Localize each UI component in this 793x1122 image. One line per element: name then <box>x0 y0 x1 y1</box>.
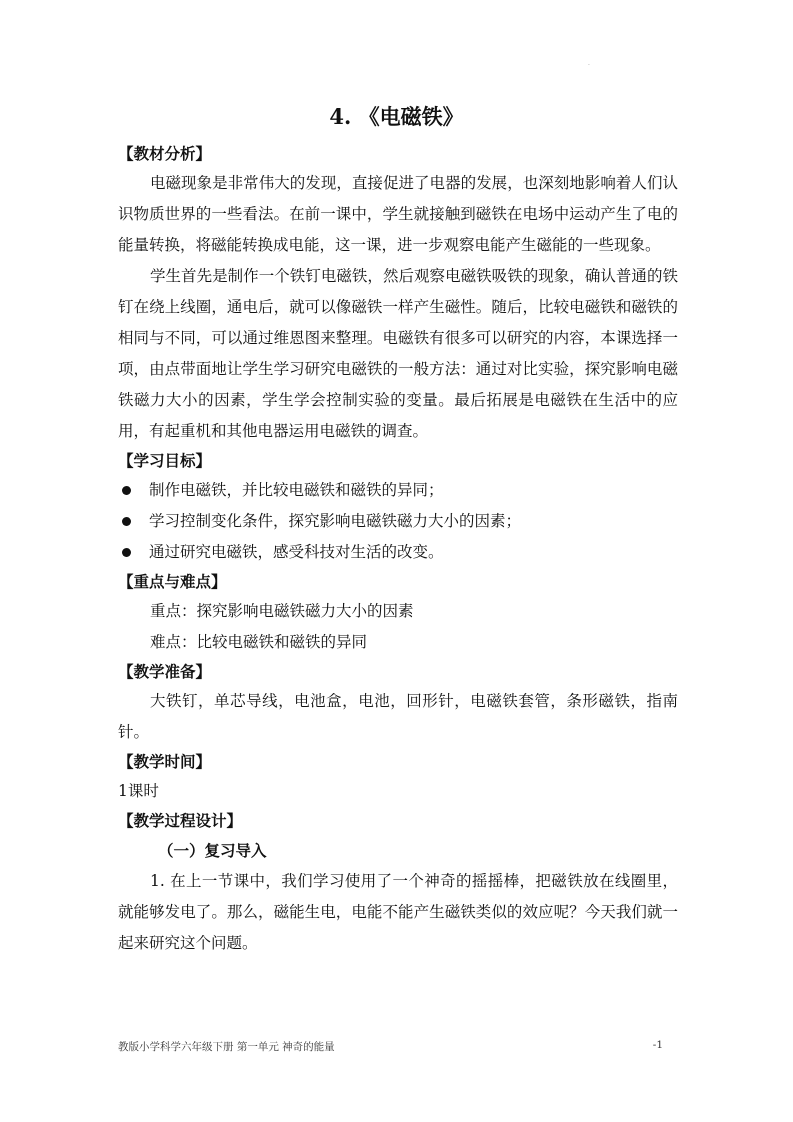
process-subheading: （一）复习导入 <box>158 841 267 860</box>
goals-heading: 【学习目标】 <box>118 451 212 470</box>
page-number: -1 <box>652 1039 663 1051</box>
process-heading: 【教学过程设计】 <box>118 811 243 830</box>
bullet-icon <box>122 517 131 526</box>
preparation-text: 大铁钉，单芯导线，电池盒，电池，回形针，电磁铁套管，条形磁铁，指南针。 <box>118 692 678 741</box>
time-heading: 【教学时间】 <box>118 752 212 771</box>
difficult-point: 难点：比较电磁铁和磁铁的异同 <box>150 633 368 651</box>
page-title: 4. 《电磁铁》 <box>329 104 464 129</box>
analysis-heading: 【教材分析】 <box>118 144 212 163</box>
key-point: 重点：探究影响电磁铁磁力大小的因素 <box>150 602 414 620</box>
bullet-icon <box>122 548 131 557</box>
time-text: 1课时 <box>118 782 159 800</box>
goal-text: 学习控制变化条件，探究影响电磁铁磁力大小的因素； <box>149 512 522 530</box>
header-mark: · <box>588 62 590 69</box>
goal-item <box>118 506 678 537</box>
goal-item <box>118 475 678 506</box>
bullet-icon <box>122 486 131 495</box>
goal-text: 通过研究电磁铁，感受科技对生活的改变。 <box>149 543 444 561</box>
analysis-paragraph-1: 电磁现象是非常伟大的发现，直接促进了电器的发展，也深刻地影响着人们认识物质世界的一些看法。在前一课中，学生就接触到磁铁在电场中运动产生了电的能量转换，将磁能转换成电能，这一课，进一步观察电能产生磁能的一些现象。 <box>118 174 678 254</box>
preparation-heading: 【教学准备】 <box>118 662 212 681</box>
footer-text: 教版小学科学六年级下册 第一单元 神奇的能量 <box>118 1041 335 1053</box>
analysis-paragraph-2: 学生首先是制作一个铁钉电磁铁，然后观察电磁铁吸铁的现象，确认普通的铁钉在绕上线圈，通电后，就可以像磁铁一样产生磁性。随后，比较电磁铁和磁铁的相同与不同，可以通过维恩图来整理。电磁铁有很多可以研究的内容，本课选择一项，由点带面地让学生学习研究电磁铁的一般方法：通过对比实验，探究影响电磁铁磁力大小的因素，学生学会控制实验的变量。最后拓展是电磁铁在生活中的应用，有起重机和其他电器运用电磁铁的调查。 <box>118 267 678 440</box>
key-points-heading: 【重点与难点】 <box>118 572 227 591</box>
document-body <box>118 140 678 959</box>
process-paragraph: 1. 在上一节课中，我们学习使用了一个神奇的摇摇棒，把磁铁放在线圈里，就能够发电了。那么，磁能生电，电能不能产生磁铁类似的效应呢？今天我们就一起来研究这个问题。 <box>118 872 678 952</box>
goal-text: 制作电磁铁，并比较电磁铁和磁铁的异同； <box>149 481 444 499</box>
page-footer <box>118 1039 663 1057</box>
goal-item <box>118 537 678 568</box>
